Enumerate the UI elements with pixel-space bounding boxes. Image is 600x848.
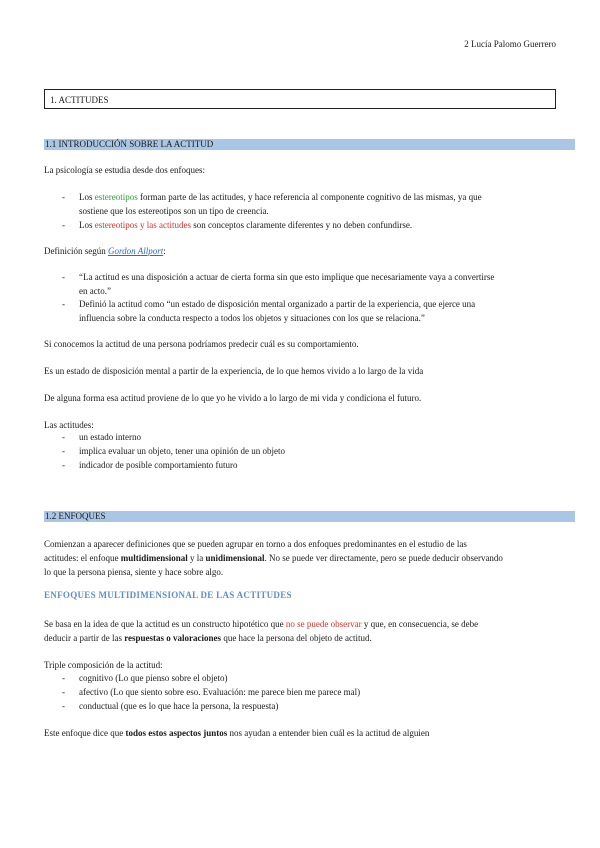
section-heading-1-1: 1.1 INTRODUCCIÓN SOBRE LA ACTITUD	[44, 139, 575, 150]
bullet-dash: -	[62, 192, 65, 202]
bullet-dash: -	[62, 701, 65, 711]
chapter-title: 1. ACTITUDES	[50, 95, 109, 105]
bullet-dash: -	[62, 432, 65, 442]
attitudes-list-title: Las actitudes:	[44, 420, 94, 430]
bullet-dash: -	[62, 299, 65, 309]
stereotype-bullet-2: Los estereotipos y las actitudes son conceptos claramente diferentes y no deben confundirse.	[79, 220, 413, 230]
list-item: indicador de posible comportamiento futuro	[79, 460, 238, 470]
bullet-dash: -	[62, 220, 65, 230]
list-item: conductual (que es lo que hace la persona, la respuesta)	[79, 701, 279, 711]
stereotypes-attitudes-highlight: estereotipos y las actitudes	[94, 220, 191, 230]
definition-line: Definición según Gordon Allport:	[44, 246, 166, 256]
author-header: 2 Lucía Palomo Guerrero	[464, 39, 556, 49]
quote-bullet-1: “La actitud es una disposición a actuar de cierta forma sin que esto implique que necesariamente vaya a convertirse en acto.”	[79, 272, 495, 296]
final-paragraph: Este enfoque dice que todos estos aspectos juntos nos ayudan a entender bien cuál es la actitud de alguien	[44, 728, 430, 738]
stereotype-bullet-1: Los estereotipos forman parte de las actitudes, y hace referencia al componente cognitivo de las mismas, ya que sostiene que los estereotipos son un tipo de creencia.	[79, 192, 482, 216]
quote-bullet-2: Definió la actitud como “un estado de disposición mental organizado a partir de la experiencia, que ejerce una influencia sobre la conducta respecto a todos los objetos y situaciones con los que se relaciona.”	[79, 299, 476, 323]
list-item: cognitivo (Lo que pienso sobre el objeto)	[79, 673, 228, 683]
bullet-dash: -	[62, 446, 65, 456]
list-item: un estado interno	[79, 432, 141, 442]
paragraph-origin: De alguna forma esa actitud proviene de lo que yo he vivido a lo largo de mi vida y condiciona el futuro.	[44, 393, 422, 403]
list-item: implica evaluar un objeto, tener una opinión de un objeto	[79, 446, 285, 456]
paragraph-disposition: Es un estado de disposición mental a partir de la experiencia, de lo que hemos vivido a lo largo de la vida	[44, 366, 424, 376]
intro-paragraph: La psicología se estudia desde dos enfoques:	[44, 165, 205, 175]
chapter-title-box	[44, 89, 556, 109]
gordon-allport-link[interactable]: Gordon Allport	[107, 246, 164, 256]
bullet-dash: -	[62, 673, 65, 683]
multidimensional-subheading: ENFOQUES MULTIDIMENSIONAL DE LAS ACTITUDES	[44, 590, 292, 600]
list-item: afectivo (Lo que siento sobre eso. Evaluación: me parece bien me parece mal)	[79, 687, 361, 697]
bullet-dash: -	[62, 460, 65, 470]
not-observable-highlight: no se puede observar	[285, 619, 362, 629]
paragraph-predict: Si conocemos la actitud de una persona podríamos predecir cuál es su comportamiento.	[44, 339, 359, 349]
bullet-dash: -	[62, 687, 65, 697]
section-heading-1-2: 1.2 ENFOQUES	[44, 511, 575, 522]
stereotypes-highlight: estereotipos	[94, 192, 138, 202]
triple-composition-title: Triple composición de la actitud:	[44, 660, 163, 670]
bullet-dash: -	[62, 272, 65, 282]
approaches-intro: Comienzan a aparecer definiciones que se pueden agrupar en torno a dos enfoques predominantes en el estudio de las actitudes: el enfoque multidimensional y la unidimensional. No se puede ver directamente, pero se puede deducir observando lo que la persona piensa, siente y hace sobre algo.	[44, 539, 503, 577]
multidimensional-paragraph: Se basa en la idea de que la actitud es un constructo hipotético que no se puede observar y que, en consecuencia, se debe deducir a partir de las respuestas o valoraciones que hace la persona del objeto de actitud.	[44, 619, 479, 643]
